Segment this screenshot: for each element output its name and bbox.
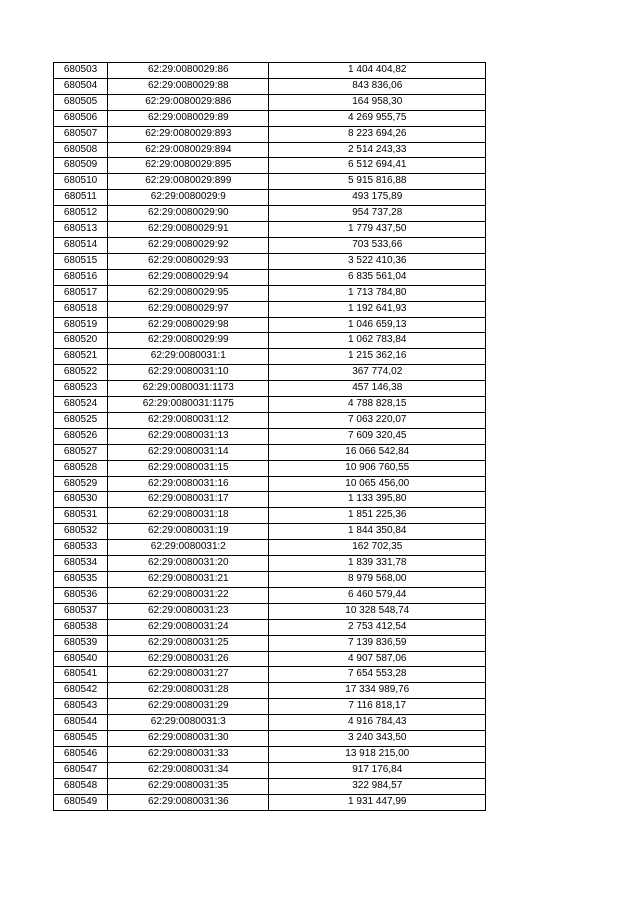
table-row [54, 619, 486, 635]
cadastral-number-cell: 62:29:0080031:3 [108, 715, 269, 731]
cadastral-value-cell: 703 533,66 [269, 237, 486, 253]
table-row [54, 492, 486, 508]
cadastral-number-cell: 62:29:0080031:21 [108, 572, 269, 588]
cadastral-number-cell: 62:29:0080029:95 [108, 285, 269, 301]
row-number-cell: 680536 [54, 587, 108, 603]
cadastral-number-cell: 62:29:0080031:18 [108, 508, 269, 524]
row-number-cell: 680519 [54, 317, 108, 333]
cadastral-value-cell: 1 713 784,80 [269, 285, 486, 301]
cadastral-value-cell: 3 240 343,50 [269, 731, 486, 747]
cadastral-value-cell: 7 063 220,07 [269, 412, 486, 428]
table-row [54, 603, 486, 619]
cadastral-number-cell: 62:29:0080031:28 [108, 683, 269, 699]
row-number-cell: 680533 [54, 540, 108, 556]
table-row [54, 651, 486, 667]
cadastral-value-cell: 10 065 456,00 [269, 476, 486, 492]
table-row [54, 269, 486, 285]
cadastral-number-cell: 62:29:0080029:94 [108, 269, 269, 285]
table-row [54, 63, 486, 79]
table-row [54, 683, 486, 699]
table-row [54, 460, 486, 476]
row-number-cell: 680514 [54, 237, 108, 253]
row-number-cell: 680535 [54, 572, 108, 588]
cadastral-value-cell: 1 062 783,84 [269, 333, 486, 349]
cadastral-value-cell: 493 175,89 [269, 190, 486, 206]
table-row [54, 397, 486, 413]
cadastral-value-cell: 17 334 989,76 [269, 683, 486, 699]
cadastral-number-cell: 62:29:0080031:13 [108, 428, 269, 444]
table-row [54, 412, 486, 428]
row-number-cell: 680542 [54, 683, 108, 699]
row-number-cell: 680529 [54, 476, 108, 492]
cadastral-number-cell: 62:29:0080031:25 [108, 635, 269, 651]
table-row [54, 572, 486, 588]
cadastral-number-cell: 62:29:0080031:1173 [108, 381, 269, 397]
row-number-cell: 680545 [54, 731, 108, 747]
cadastral-value-cell: 843 836,06 [269, 78, 486, 94]
cadastral-value-cell: 5 915 816,88 [269, 174, 486, 190]
row-number-cell: 680531 [54, 508, 108, 524]
table-row [54, 381, 486, 397]
cadastral-number-cell: 62:29:0080031:1175 [108, 397, 269, 413]
cadastral-number-cell: 62:29:0080031:22 [108, 587, 269, 603]
table-row [54, 253, 486, 269]
cadastral-value-cell: 7 609 320,45 [269, 428, 486, 444]
table-row [54, 635, 486, 651]
row-number-cell: 680505 [54, 94, 108, 110]
cadastral-value-cell: 954 737,28 [269, 206, 486, 222]
cadastral-value-cell: 2 514 243,33 [269, 142, 486, 158]
cadastral-number-cell: 62:29:0080031:19 [108, 524, 269, 540]
cadastral-value-cell: 4 916 784,43 [269, 715, 486, 731]
cadastral-value-cell: 1 844 350,84 [269, 524, 486, 540]
table-row [54, 301, 486, 317]
cadastral-number-cell: 62:29:0080031:14 [108, 444, 269, 460]
cadastral-number-cell: 62:29:0080031:1 [108, 349, 269, 365]
table-row [54, 365, 486, 381]
table-row [54, 78, 486, 94]
table-row [54, 222, 486, 238]
cadastral-number-cell: 62:29:0080029:9 [108, 190, 269, 206]
cadastral-number-cell: 62:29:0080031:30 [108, 731, 269, 747]
cadastral-number-cell: 62:29:0080031:15 [108, 460, 269, 476]
table-row [54, 794, 486, 810]
cadastral-number-cell: 62:29:0080029:99 [108, 333, 269, 349]
cadastral-value-cell: 6 835 561,04 [269, 269, 486, 285]
row-number-cell: 680549 [54, 794, 108, 810]
cadastral-value-cell: 7 654 553,28 [269, 667, 486, 683]
row-number-cell: 680512 [54, 206, 108, 222]
cadastral-value-cell: 2 753 412,54 [269, 619, 486, 635]
cadastral-value-cell: 16 066 542,84 [269, 444, 486, 460]
cadastral-value-cell: 7 116 818,17 [269, 699, 486, 715]
cadastral-number-cell: 62:29:0080029:894 [108, 142, 269, 158]
table-row [54, 158, 486, 174]
cadastral-number-cell: 62:29:0080031:33 [108, 746, 269, 762]
cadastral-number-cell: 62:29:0080031:29 [108, 699, 269, 715]
row-number-cell: 680528 [54, 460, 108, 476]
table-row [54, 206, 486, 222]
cadastral-number-cell: 62:29:0080031:10 [108, 365, 269, 381]
table-row [54, 126, 486, 142]
cadastral-number-cell: 62:29:0080029:98 [108, 317, 269, 333]
cadastral-value-cell: 8 979 568,00 [269, 572, 486, 588]
cadastral-number-cell: 62:29:0080031:27 [108, 667, 269, 683]
cadastral-number-cell: 62:29:0080029:88 [108, 78, 269, 94]
row-number-cell: 680523 [54, 381, 108, 397]
table-row [54, 285, 486, 301]
row-number-cell: 680525 [54, 412, 108, 428]
row-number-cell: 680543 [54, 699, 108, 715]
row-number-cell: 680511 [54, 190, 108, 206]
row-number-cell: 680526 [54, 428, 108, 444]
cadastral-value-table [53, 62, 486, 811]
table-row [54, 587, 486, 603]
row-number-cell: 680537 [54, 603, 108, 619]
cadastral-number-cell: 62:29:0080029:90 [108, 206, 269, 222]
cadastral-value-cell: 4 269 955,75 [269, 110, 486, 126]
cadastral-value-cell: 4 907 587,06 [269, 651, 486, 667]
table-row [54, 190, 486, 206]
cadastral-number-cell: 62:29:0080031:24 [108, 619, 269, 635]
cadastral-number-cell: 62:29:0080029:92 [108, 237, 269, 253]
table-row [54, 476, 486, 492]
row-number-cell: 680507 [54, 126, 108, 142]
cadastral-number-cell: 62:29:0080031:36 [108, 794, 269, 810]
table-row [54, 110, 486, 126]
table-row [54, 667, 486, 683]
table-row [54, 540, 486, 556]
row-number-cell: 680504 [54, 78, 108, 94]
row-number-cell: 680520 [54, 333, 108, 349]
table-row [54, 778, 486, 794]
cadastral-number-cell: 62:29:0080031:2 [108, 540, 269, 556]
table-row [54, 174, 486, 190]
row-number-cell: 680513 [54, 222, 108, 238]
table-row [54, 731, 486, 747]
row-number-cell: 680544 [54, 715, 108, 731]
row-number-cell: 680547 [54, 762, 108, 778]
cadastral-value-cell: 8 223 694,26 [269, 126, 486, 142]
row-number-cell: 680539 [54, 635, 108, 651]
cadastral-value-cell: 917 176,84 [269, 762, 486, 778]
row-number-cell: 680506 [54, 110, 108, 126]
row-number-cell: 680522 [54, 365, 108, 381]
cadastral-number-cell: 62:29:0080031:26 [108, 651, 269, 667]
cadastral-value-cell: 7 139 836,59 [269, 635, 486, 651]
table-row [54, 699, 486, 715]
row-number-cell: 680515 [54, 253, 108, 269]
cadastral-number-cell: 62:29:0080029:893 [108, 126, 269, 142]
cadastral-value-cell: 457 146,38 [269, 381, 486, 397]
row-number-cell: 680532 [54, 524, 108, 540]
cadastral-value-cell: 6 512 694,41 [269, 158, 486, 174]
row-number-cell: 680538 [54, 619, 108, 635]
row-number-cell: 680540 [54, 651, 108, 667]
row-number-cell: 680521 [54, 349, 108, 365]
row-number-cell: 680548 [54, 778, 108, 794]
cadastral-value-cell: 1 215 362,16 [269, 349, 486, 365]
cadastral-value-cell: 164 958,30 [269, 94, 486, 110]
table-row [54, 556, 486, 572]
row-number-cell: 680541 [54, 667, 108, 683]
row-number-cell: 680518 [54, 301, 108, 317]
row-number-cell: 680530 [54, 492, 108, 508]
row-number-cell: 680503 [54, 63, 108, 79]
row-number-cell: 680546 [54, 746, 108, 762]
row-number-cell: 680517 [54, 285, 108, 301]
cadastral-value-cell: 1 192 641,93 [269, 301, 486, 317]
table-row [54, 428, 486, 444]
cadastral-value-cell: 1 133 395,80 [269, 492, 486, 508]
cadastral-number-cell: 62:29:0080029:93 [108, 253, 269, 269]
cadastral-value-cell: 3 522 410,36 [269, 253, 486, 269]
cadastral-number-cell: 62:29:0080031:34 [108, 762, 269, 778]
cadastral-value-cell: 1 046 659,13 [269, 317, 486, 333]
cadastral-number-cell: 62:29:0080031:16 [108, 476, 269, 492]
cadastral-value-cell: 4 788 828,15 [269, 397, 486, 413]
table-row [54, 142, 486, 158]
cadastral-value-cell: 322 984,57 [269, 778, 486, 794]
cadastral-number-cell: 62:29:0080029:895 [108, 158, 269, 174]
cadastral-number-cell: 62:29:0080031:23 [108, 603, 269, 619]
cadastral-number-cell: 62:29:0080029:899 [108, 174, 269, 190]
cadastral-number-cell: 62:29:0080031:20 [108, 556, 269, 572]
cadastral-value-cell: 367 774,02 [269, 365, 486, 381]
table-row [54, 349, 486, 365]
cadastral-value-cell: 6 460 579,44 [269, 587, 486, 603]
cadastral-value-cell: 10 328 548,74 [269, 603, 486, 619]
row-number-cell: 680508 [54, 142, 108, 158]
table-row [54, 508, 486, 524]
table-row [54, 444, 486, 460]
table-row [54, 317, 486, 333]
table-row [54, 237, 486, 253]
table-row [54, 746, 486, 762]
table-body [54, 63, 486, 811]
cadastral-number-cell: 62:29:0080031:35 [108, 778, 269, 794]
cadastral-value-cell: 1 851 225,36 [269, 508, 486, 524]
table-row [54, 94, 486, 110]
cadastral-value-cell: 1 779 437,50 [269, 222, 486, 238]
cadastral-number-cell: 62:29:0080031:17 [108, 492, 269, 508]
table-row [54, 715, 486, 731]
cadastral-number-cell: 62:29:0080029:89 [108, 110, 269, 126]
cadastral-value-cell: 162 702,35 [269, 540, 486, 556]
table-row [54, 333, 486, 349]
cadastral-number-cell: 62:29:0080029:97 [108, 301, 269, 317]
cadastral-value-cell: 1 931 447,99 [269, 794, 486, 810]
row-number-cell: 680516 [54, 269, 108, 285]
row-number-cell: 680527 [54, 444, 108, 460]
cadastral-number-cell: 62:29:0080029:91 [108, 222, 269, 238]
row-number-cell: 680524 [54, 397, 108, 413]
table-row [54, 762, 486, 778]
row-number-cell: 680510 [54, 174, 108, 190]
cadastral-number-cell: 62:29:0080031:12 [108, 412, 269, 428]
table-row [54, 524, 486, 540]
cadastral-value-cell: 1 404 404,82 [269, 63, 486, 79]
cadastral-value-cell: 13 918 215,00 [269, 746, 486, 762]
cadastral-number-cell: 62:29:0080029:886 [108, 94, 269, 110]
cadastral-number-cell: 62:29:0080029:86 [108, 63, 269, 79]
row-number-cell: 680509 [54, 158, 108, 174]
cadastral-value-cell: 10 906 760,55 [269, 460, 486, 476]
row-number-cell: 680534 [54, 556, 108, 572]
cadastral-value-cell: 1 839 331,78 [269, 556, 486, 572]
